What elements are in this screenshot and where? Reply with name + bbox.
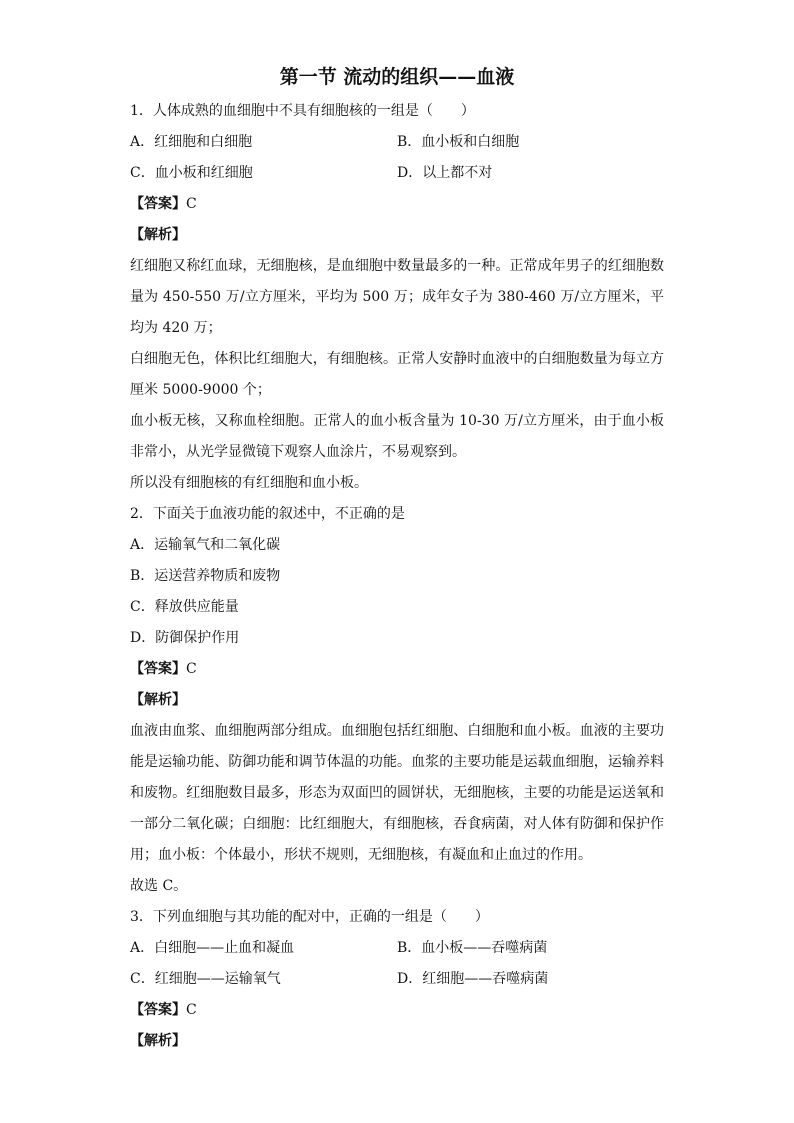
- question-2-analysis-paragraph: 血液由血浆、血细胞两部分组成。血细胞包括红细胞、白细胞和血小板。血液的主要功能是运输功能、防御功能和调节体温的功能。血浆的主要功能是运载血细胞，运输养料和废物。红细胞数目最多，形态为双面凹的圆饼状，无细胞核，主要的功能是运送氧和一部分二氧化碳；白细胞：比红细胞大，有细胞核，吞食病菌，对人体有防御和保护作用；血小板：个体最小，形状不规则，无细胞核，有凝血和止血过的作用。: [130, 723, 664, 863]
- question-3-options-row-1: [130, 933, 664, 964]
- question-1: [130, 96, 664, 499]
- question-3-answer: [130, 995, 664, 1026]
- question-1-analysis-paragraph: 红细胞又称红血球，无细胞核，是血细胞中数量最多的一种。正常成年男子的红细胞数量为 450-550 万/立方厘米，平均为 500 万；成年女子为 380-460 万/立方厘米，平均为 420 万；: [130, 258, 664, 336]
- question-2-option-c: C．释放供应能量: [130, 599, 239, 615]
- question-2-option-b: B．运送营养物质和废物: [130, 568, 281, 584]
- answer-tag: 【答案】: [130, 1002, 186, 1018]
- question-3-option-b: B．血小板——吞噬病菌: [397, 940, 548, 956]
- question-2-analysis-tag: 【解析】: [130, 692, 186, 708]
- question-2-stem: 2．下面关于血液功能的叙述中，不正确的是: [130, 506, 405, 522]
- question-3-options-row-2: [130, 964, 664, 995]
- question-1-options-row-1: [130, 127, 664, 158]
- question-3: [130, 902, 664, 1057]
- answer-value: C: [186, 661, 197, 677]
- answer-value: C: [186, 196, 197, 212]
- answer-value: C: [186, 1002, 197, 1018]
- question-1-analysis-paragraph: 血小板无核，又称血栓细胞。正常人的血小板含量为 10-30 万/立方厘米，由于血小板非常小，从光学显微镜下观察人血涂片，不易观察到。: [130, 413, 664, 460]
- question-1-answer: [130, 189, 664, 220]
- question-2: [130, 499, 664, 902]
- question-3-option-a: A．白细胞——止血和凝血: [130, 940, 295, 956]
- question-1-option-b: B．血小板和白细胞: [397, 134, 520, 150]
- question-2-option-d: D．防御保护作用: [130, 630, 240, 646]
- question-1-analysis-tag: 【解析】: [130, 227, 186, 243]
- question-1-stem: 1．人体成熟的血细胞中不具有细胞核的一组是（ ）: [130, 103, 475, 119]
- question-1-option-d: D．以上都不对: [397, 165, 493, 181]
- question-1-option-c: C．血小板和红细胞: [130, 165, 253, 181]
- question-1-analysis-paragraph: 白细胞无色，体积比红细胞大，有细胞核。正常人安静时血液中的白细胞数量为每立方厘米 5000-9000 个；: [130, 351, 664, 398]
- question-2-answer: [130, 654, 664, 685]
- question-1-options-row-2: [130, 158, 664, 189]
- page-title: 第一节 流动的组织——血液: [279, 66, 515, 88]
- answer-tag: 【答案】: [130, 196, 186, 212]
- question-2-analysis-conclusion: 故选 C。: [130, 878, 188, 894]
- question-1-analysis-conclusion: 所以没有细胞核的有红细胞和血小板。: [130, 475, 368, 491]
- question-3-option-d: D．红细胞——吞噬病菌: [397, 971, 549, 987]
- question-3-stem: 3．下列血细胞与其功能的配对中，正确的一组是（ ）: [130, 909, 489, 925]
- question-3-option-c: C．红细胞——运输氧气: [130, 971, 281, 987]
- question-2-option-a: A．运输氧气和二氧化碳: [130, 537, 281, 553]
- question-1-option-a: A．红细胞和白细胞: [130, 134, 253, 150]
- answer-tag: 【答案】: [130, 661, 186, 677]
- question-3-analysis-tag: 【解析】: [130, 1033, 186, 1049]
